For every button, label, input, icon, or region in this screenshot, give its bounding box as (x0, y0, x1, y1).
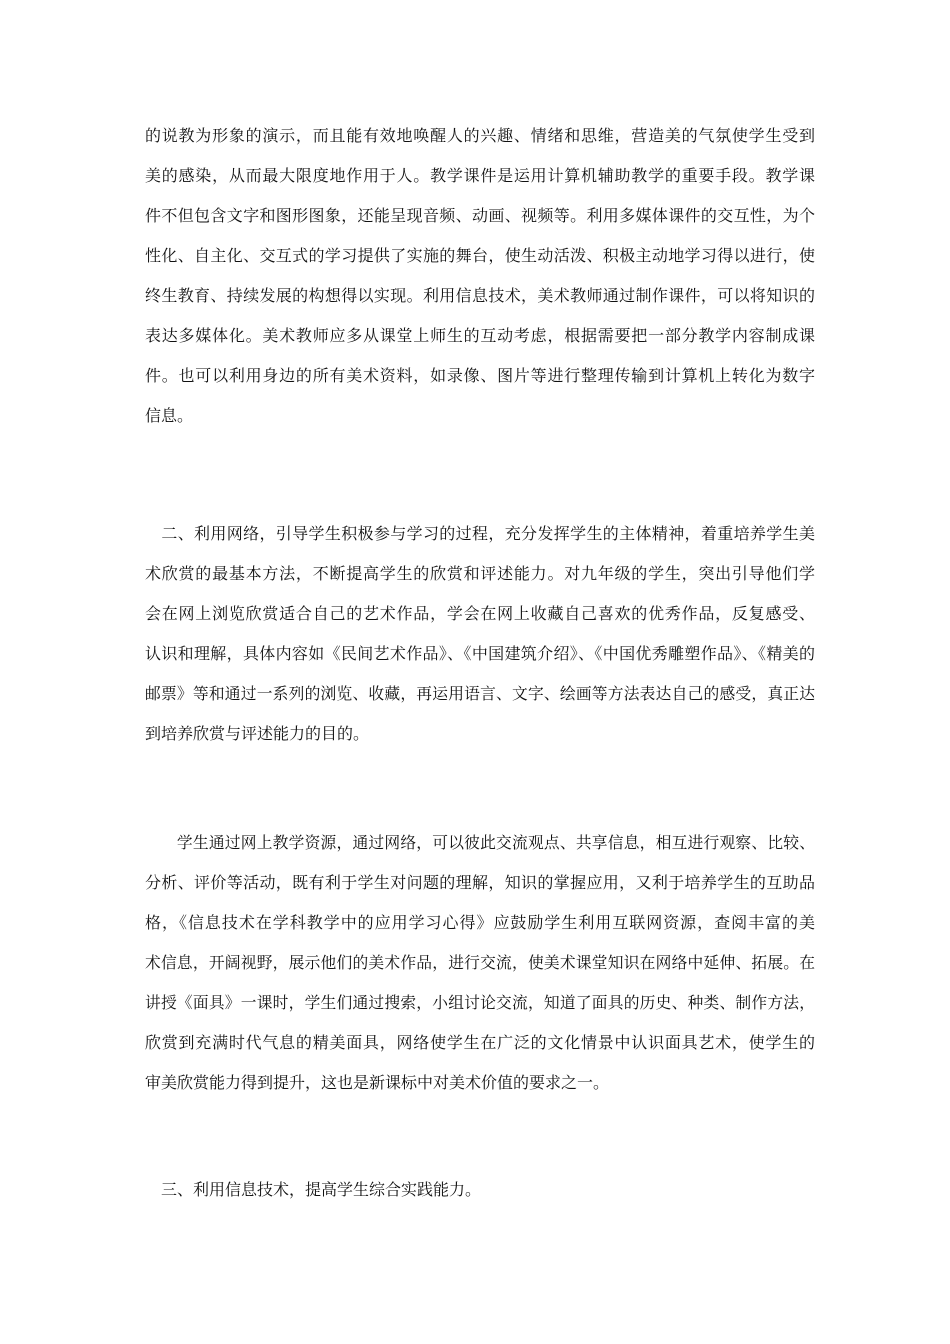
text-line: 的说教为形象的演示，而且能有效地唤醒人的兴趣、情绪和思维，营造美的气氛使学生受到 (145, 126, 815, 145)
text-line: 会在网上浏览欣赏适合自己的艺术作品，学会在网上收藏自己喜欢的优秀作品，反复感受、 (145, 604, 815, 623)
paragraph-section-two (145, 514, 815, 754)
text-line: 性化、自主化、交互式的学习提供了实施的舞台，使生动活泼、积极主动地学习得以进行，使 (145, 246, 815, 265)
text-line: 表达多媒体化。美术教师应多从课堂上师生的互动考虑，根据需要把一部分教学内容制成课 (145, 326, 815, 345)
paragraph-courseware (145, 116, 815, 436)
text-line: 学生通过网上教学资源，通过网络，可以彼此交流观点、共享信息，相互进行观察、比较、 (145, 833, 815, 852)
text-line: 件。也可以利用身边的所有美术资料，如录像、图片等进行整理传输到计算机上转化为数字 (145, 366, 815, 385)
text-line: 审美欣赏能力得到提升，这也是新课标中对美术价值的要求之一。 (145, 1073, 610, 1092)
text-line: 术欣赏的最基本方法，不断提高学生的欣赏和评述能力。对九年级的学生，突出引导他们学 (145, 564, 815, 583)
paragraph-section-three-heading (145, 1170, 815, 1210)
text-line: 术信息，开阔视野，展示他们的美术作品，进行交流，使美术课堂知识在网络中延伸、拓展。在 (145, 953, 815, 972)
text-line: 欣赏到充满时代气息的精美面具，网络使学生在广泛的文化情景中认识面具艺术，使学生的 (145, 1033, 815, 1052)
text-line: 认识和理解，具体内容如《民间艺术作品》、《中国建筑介绍》、《中国优秀雕塑作品》、《精美的 (145, 644, 815, 663)
paragraph-network-resources (145, 823, 815, 1103)
text-line: 讲授《面具》一课时，学生们通过搜索，小组讨论交流，知道了面具的历史、种类、制作方法， (145, 993, 815, 1012)
text-line: 三、利用信息技术，提高学生综合实践能力。 (145, 1180, 482, 1199)
text-line: 美的感染，从而最大限度地作用于人。教学课件是运用计算机辅助教学的重要手段。教学课 (145, 166, 815, 185)
text-line: 件不但包含文字和图形图象，还能呈现音频、动画、视频等。利用多媒体课件的交互性，为个 (145, 206, 815, 225)
text-line: 二、利用网络，引导学生积极参与学习的过程，充分发挥学生的主体精神，着重培养学生美 (145, 524, 815, 543)
text-line: 到培养欣赏与评述能力的目的。 (145, 724, 370, 743)
text-line: 分析、评价等活动，既有利于学生对问题的理解，知识的掌握应用，又利于培养学生的互助品 (145, 873, 815, 892)
text-line: 邮票》等和通过一系列的浏览、收藏，再运用语言、文字、绘画等方法表达自己的感受，真正达 (145, 684, 815, 703)
text-line: 格，《信息技术在学科教学中的应用学习心得》应鼓励学生利用互联网资源，查阅丰富的美 (145, 913, 815, 932)
text-line: 信息。 (145, 406, 194, 425)
text-line: 终生教育、持续发展的构想得以实现。利用信息技术，美术教师通过制作课件，可以将知识的 (145, 286, 815, 305)
